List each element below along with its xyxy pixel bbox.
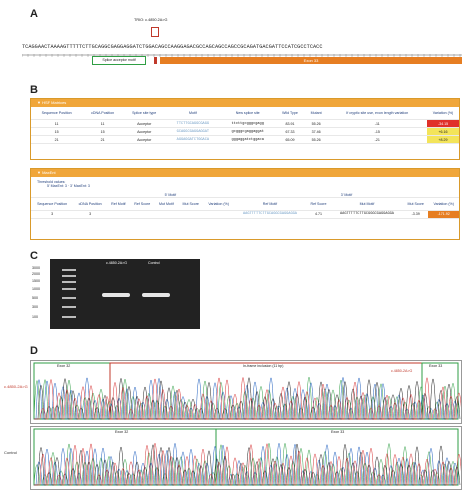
- col-header: Splice site type: [123, 107, 165, 120]
- chromatogram-mutant: [30, 360, 462, 424]
- cell: AGGAGGATCTGGACA: [165, 136, 220, 144]
- lane-label-control: Control: [148, 261, 160, 265]
- agarose-gel: [50, 259, 200, 329]
- mutant-band: [102, 293, 130, 297]
- region-label: Exon 32: [57, 364, 71, 368]
- cell: ttcttgcgggcgagg: [220, 120, 275, 128]
- panel-label-a: A: [30, 8, 38, 20]
- trace-label-control: Control: [4, 450, 17, 455]
- cell: 11: [82, 120, 123, 128]
- cell: [130, 210, 155, 218]
- cell: +8.29: [427, 136, 459, 144]
- ladder-band: [62, 316, 76, 318]
- cell: [203, 210, 234, 218]
- ladder-label: 100: [32, 315, 38, 319]
- cell: 21: [31, 136, 82, 144]
- cell: 55.26: [305, 136, 328, 144]
- cell: -171.92: [428, 210, 459, 218]
- ladder-band: [62, 297, 76, 299]
- cell: -21: [327, 136, 427, 144]
- maxent-panel: [30, 168, 460, 240]
- panel-label-c: C: [30, 250, 38, 262]
- col-header: Mutant: [305, 107, 328, 120]
- cell: -11: [327, 120, 427, 128]
- cell: Acceptor: [123, 136, 165, 144]
- cell: 15: [82, 128, 123, 136]
- threshold-values: 5' MaxEnt: 3 · 3' MaxEnt: 3: [47, 184, 90, 189]
- chromatogram-control: [30, 426, 462, 490]
- region-label: Exon 33: [429, 364, 443, 368]
- col-header: Mut Motif: [155, 197, 178, 210]
- mutation-highlight-box: [151, 27, 159, 37]
- col-header: Sequence Position: [31, 197, 73, 210]
- cell: [178, 210, 203, 218]
- ladder-label: 3000: [32, 266, 40, 270]
- col-header: cDNA Position: [82, 107, 123, 120]
- cell: TTCTTGCAGGCGAGG: [165, 120, 220, 128]
- cell: 11: [31, 120, 82, 128]
- table-row: [31, 136, 459, 144]
- col-header: Sequence Position: [31, 107, 82, 120]
- col-header: New splice site: [220, 107, 275, 120]
- cell: -3.39: [403, 210, 428, 218]
- col-header: Variation (%): [203, 197, 234, 210]
- ladder-band: [62, 275, 76, 277]
- cell: 3: [31, 210, 73, 218]
- col-header: Ref Motif: [234, 197, 306, 210]
- ladder-band: [62, 269, 76, 271]
- cell: [107, 210, 130, 218]
- hsf-table: [31, 107, 459, 144]
- ladder-label: 1500: [32, 279, 40, 283]
- cell: Acceptor: [123, 120, 165, 128]
- col-header: Wild Type: [275, 107, 305, 120]
- cell: 67.33: [275, 128, 305, 136]
- mutation-note: c.4850-2A>G: [391, 369, 413, 373]
- table-row: [31, 128, 459, 136]
- col-header: Variation (%): [428, 197, 459, 210]
- group-5prime: 5' Motif: [107, 193, 234, 198]
- col-header: Mut Score: [403, 197, 428, 210]
- cell: +6.16: [427, 128, 459, 136]
- ladder-label: 2000: [32, 272, 40, 276]
- cell: GCAGGCGAGGAGGAT: [165, 128, 220, 136]
- col-header: cDNA Position: [73, 197, 107, 210]
- hsf-header-row: [31, 107, 459, 120]
- cell: 4.71: [306, 210, 331, 218]
- cell: -34.15: [427, 120, 459, 128]
- hsf-matrices-panel: [30, 98, 460, 160]
- col-header: Ref Score: [306, 197, 331, 210]
- ladder-band: [62, 306, 76, 308]
- splice-acceptor-box: Splice acceptor motif: [92, 56, 146, 65]
- region-label: In-frame inclusion (11 bp): [243, 364, 284, 368]
- cell: AAGTTTTTCTTGCAGGCGAGGAGGA: [234, 210, 306, 218]
- col-header: Mut Motif: [331, 197, 403, 210]
- panel-label-b: B: [30, 84, 38, 96]
- threshold-label: Threshold values:: [37, 180, 66, 184]
- ladder-band: [62, 288, 76, 290]
- region-label: Exon 33: [331, 430, 345, 434]
- ladder-label: 300: [32, 305, 38, 309]
- ladder-band: [62, 281, 76, 283]
- hsf-header[interactable]: ▼ HSF Matrices: [31, 99, 459, 107]
- cell: gggaggatctggaca: [220, 136, 275, 144]
- maxent-header-row: [31, 197, 459, 210]
- exon-33-bar: Exon 33: [160, 57, 462, 64]
- cell: AAGTTTTTCTTGCGGGCGAGGAGGA: [331, 210, 403, 218]
- cell: 37.46: [305, 128, 328, 136]
- cell: 65.09: [275, 136, 305, 144]
- control-band: [142, 293, 170, 297]
- cell: 3: [73, 210, 107, 218]
- table-row: [31, 120, 459, 128]
- ladder-label: 1000: [32, 287, 40, 291]
- mutation-marker: [154, 57, 157, 64]
- genomic-sequence: TCAGGAACTAAAAGTTTTTCTTGCAGGCGAGGAGGATCTGGACAGCCAAGGAGACGCCAGCAGCCAGCCGCAGATGACGATTCCATCGCCTCACC: [22, 44, 323, 50]
- cell: Acceptor: [123, 128, 165, 136]
- table-row: [31, 210, 459, 218]
- col-header: If cryptic site use, exon length variation: [327, 107, 427, 120]
- col-header: Variation (%): [427, 107, 459, 120]
- cell: 15: [31, 128, 82, 136]
- cell: 83.91: [275, 120, 305, 128]
- cell: gcgggcgaggaggat: [220, 128, 275, 136]
- lane-label-mutant: c.4850.2A>G: [106, 261, 128, 265]
- col-header: Ref Score: [130, 197, 155, 210]
- cell: -15: [327, 128, 427, 136]
- cell: 55.26: [305, 120, 328, 128]
- panel-label-d: D: [30, 345, 38, 357]
- col-header: Mut Score: [178, 197, 203, 210]
- ladder-label: 500: [32, 296, 38, 300]
- group-3prime: 3' Motif: [234, 193, 459, 198]
- col-header: Motif: [165, 107, 220, 120]
- maxent-header[interactable]: ▼ MaxEnt: [31, 169, 459, 177]
- trace-label-mutant: c.4850-2A>G: [4, 384, 28, 389]
- mutation-label: TRIO: c.4850.2A>G: [134, 18, 168, 22]
- cell: 21: [82, 136, 123, 144]
- cell: [155, 210, 178, 218]
- maxent-table: [31, 193, 459, 219]
- trace-control-svg: [31, 427, 461, 489]
- col-header: Ref Motif: [107, 197, 130, 210]
- region-label: Exon 32: [115, 430, 129, 434]
